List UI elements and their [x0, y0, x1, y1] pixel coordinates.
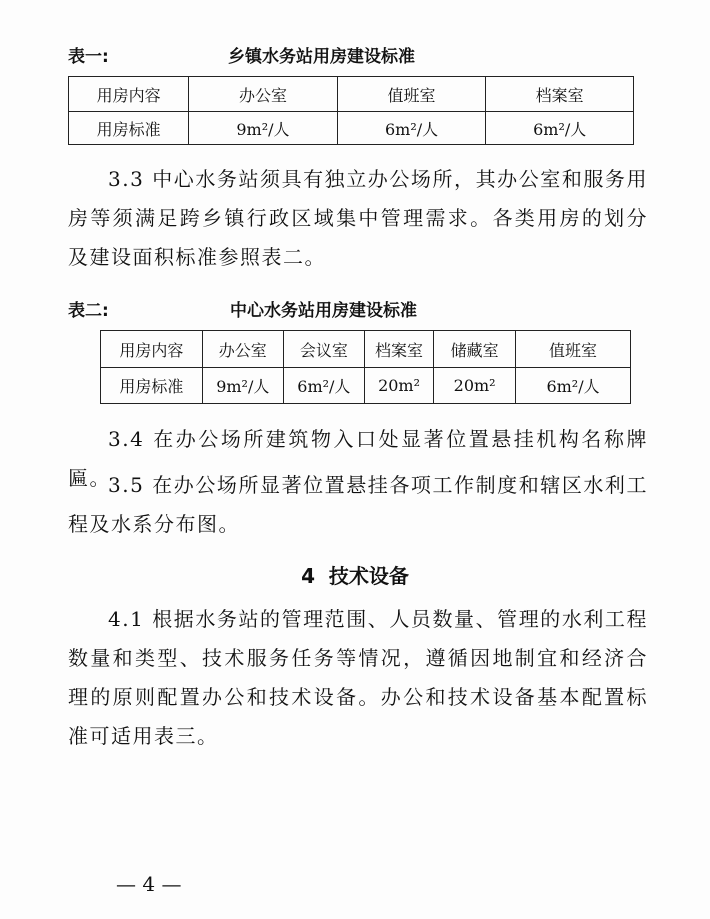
- table1-header-text: 办公室: [238, 85, 287, 105]
- table2-header-cell: [101, 331, 203, 368]
- table2-data-cell: [202, 368, 283, 404]
- table2-data-text: 20m²: [378, 376, 421, 395]
- table2-data-cell: [101, 368, 203, 404]
- table1-header-text: 档案室: [535, 85, 584, 105]
- table2-header-text: 值班室: [549, 340, 598, 360]
- table2-data-cell: [364, 368, 433, 404]
- table1-label: 表一:: [68, 47, 109, 67]
- table2: [100, 330, 631, 404]
- table2-data-text: 用房标准: [119, 377, 184, 396]
- table1-data-cell: [337, 112, 486, 145]
- table2-header-cell: [434, 331, 516, 368]
- table2-data-cell: [434, 368, 516, 404]
- section-heading-4: [0, 560, 710, 589]
- table2-header-text: 档案室: [375, 340, 424, 360]
- table2-data-cell: [516, 368, 631, 404]
- table1: [68, 76, 634, 145]
- paragraph-3-3: [68, 160, 648, 277]
- table1-header-row: [69, 77, 634, 112]
- table1-header-text: 值班室: [387, 85, 436, 105]
- section-heading-4-text: 4 技术设备: [301, 564, 409, 588]
- table2-data-cell: [283, 368, 364, 404]
- table1-data-cell: [189, 112, 338, 145]
- table1-data-text: 6m²/人: [533, 119, 587, 139]
- table1-header-text: 用房内容: [96, 85, 161, 105]
- table2-header-text: 办公室: [218, 340, 267, 360]
- table2-data-text: 6m²/人: [297, 377, 351, 396]
- table2-header-cell: [202, 331, 283, 368]
- paragraph-4-1: [68, 600, 648, 756]
- paragraph-3-5: [68, 466, 648, 544]
- paragraph-4-1-text: 4.1 根据水务站的管理范围、人员数量、管理的水利工程数量和类型、技术服务任务等情况，遵循因地制宜和经济合理的原则配置办公和技术设备。办公和技术设备基本配置标准可适用表三。: [68, 607, 648, 748]
- paragraph-3-4-text: 3.4 在办公场所建筑物入口处显著位置悬挂机构名称牌匾。: [68, 427, 648, 490]
- page-number: — 4 —: [116, 872, 182, 896]
- table1-data-text: 6m²/人: [384, 119, 439, 139]
- table2-label: 表二:: [68, 301, 109, 321]
- table1-header-cell: [69, 77, 189, 112]
- table2-data-row: [101, 368, 631, 404]
- table2-header-cell: [283, 331, 364, 368]
- table1-header-cell: [337, 77, 486, 112]
- table2-header-cell: [364, 331, 433, 368]
- table2-header-text: 用房内容: [119, 340, 184, 360]
- table2-title: 中心水务站用房建设标准: [230, 301, 417, 321]
- table1-data-row: [69, 112, 634, 145]
- table1-header-cell: [189, 77, 338, 112]
- paragraph-3-5-text: 3.5 在办公场所显著位置悬挂各项工作制度和辖区水利工程及水系分布图。: [68, 473, 648, 536]
- table1-data-text: 用房标准: [96, 119, 161, 139]
- table2-header-text: 储藏室: [450, 340, 499, 360]
- table1-data-cell: [69, 112, 189, 145]
- paragraph-3-3-text: 3.3 中心水务站须具有独立办公场所，其办公室和服务用房等须满足跨乡镇行政区域集中管理需求。各类用房的划分及建设面积标准参照表二。: [68, 167, 648, 269]
- table1-data-text: 9m²/人: [236, 119, 290, 139]
- table2-data-text: 9m²/人: [216, 377, 270, 396]
- table2-header-row: [101, 331, 631, 368]
- table1-title: 乡镇水务站用房建设标准: [228, 47, 415, 67]
- table2-data-text: 6m²/人: [546, 377, 600, 396]
- table2-header-cell: [516, 331, 631, 368]
- table1-header-cell: [486, 77, 634, 112]
- table2-data-text: 20m²: [453, 376, 496, 395]
- table2-header-text: 会议室: [299, 340, 348, 360]
- table1-data-cell: [486, 112, 634, 145]
